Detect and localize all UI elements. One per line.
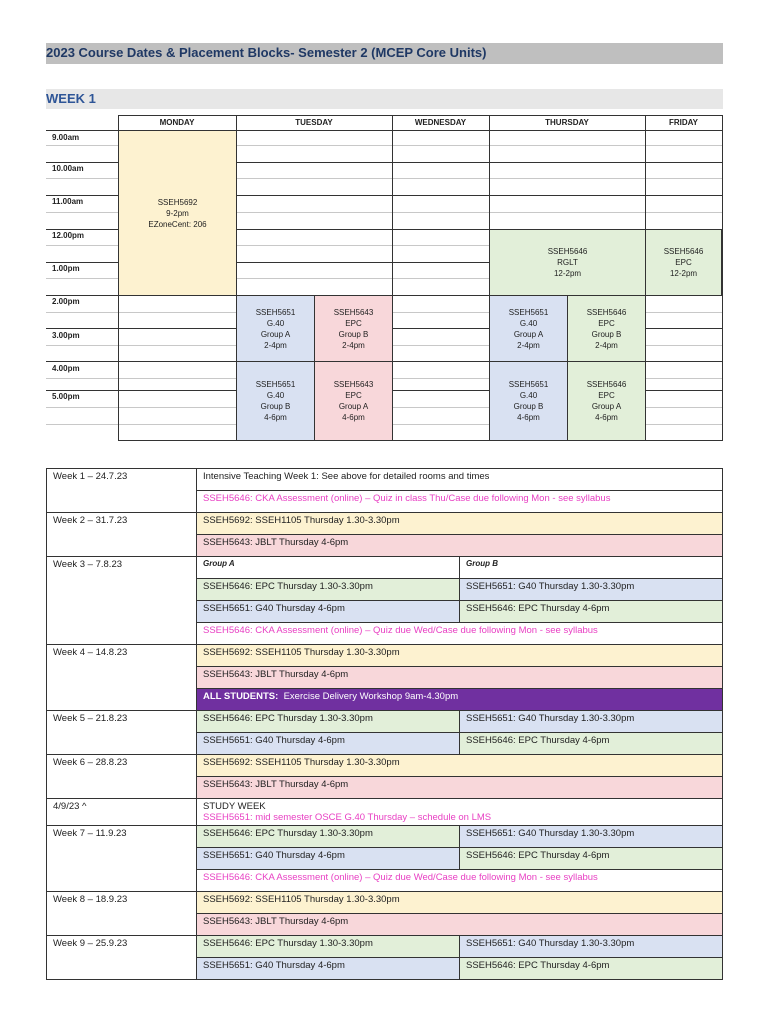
block-line: 12-2pm	[669, 269, 698, 278]
time-label: 1.00pm	[52, 264, 80, 273]
tuesday-block-b1	[314, 295, 393, 362]
block-line: 4-6pm	[342, 413, 365, 422]
time-label: 12.00pm	[52, 231, 85, 240]
week-label: Week 3 – 7.8.23	[47, 557, 197, 645]
friday-noon-block	[645, 229, 722, 296]
tuesday-block-a2	[236, 361, 315, 441]
schedule-cell: SSEH5651: G40 Thursday 4-6pm	[197, 958, 460, 980]
block-line: Group B	[591, 329, 622, 339]
block-line: SSEH5643	[333, 380, 374, 389]
block-line: G.40	[519, 391, 538, 400]
block-line: SSEH5646	[547, 247, 588, 256]
study-week-note: SSEH5651: mid semester OSCE G.40 Thursday – schedule on LMS	[203, 812, 492, 823]
day-header-monday: MONDAY	[159, 118, 195, 127]
table-row	[47, 469, 723, 491]
block-line: EPC	[345, 318, 362, 328]
block-line: 2-4pm	[517, 340, 540, 350]
time-label: 10.00am	[52, 164, 84, 173]
table-row	[47, 711, 723, 733]
schedule-cell: SSEH5646: EPC Thursday 4-6pm	[460, 733, 723, 755]
page-title: 2023 Course Dates & Placement Blocks- Semester 2 (MCEP Core Units)	[46, 45, 487, 60]
schedule-cell: SSEH5651: G40 Thursday 1.30-3.30pm	[460, 826, 723, 848]
table-row	[47, 826, 723, 848]
schedule-cell: SSEH5651: G40 Thursday 4-6pm	[197, 733, 460, 755]
time-label: 4.00pm	[52, 364, 80, 373]
week-heading-bar	[46, 89, 723, 109]
monday-block	[118, 130, 237, 296]
week-heading: WEEK 1	[46, 91, 96, 106]
block-line: 12-2pm	[553, 269, 582, 278]
schedule-cell: SSEH5646: EPC Thursday 1.30-3.30pm	[197, 711, 460, 733]
week-label: Week 8 – 18.9.23	[47, 892, 197, 936]
thursday-block-a2	[489, 361, 568, 441]
block-line: SSEH5646	[663, 247, 704, 256]
tuesday-block-a1	[236, 295, 315, 362]
schedule-cell: SSEH5646: CKA Assessment (online) – Quiz in class Thu/Case due following Mon - see syllabus	[197, 491, 723, 513]
block-line: SSEH5651	[255, 380, 296, 389]
schedule-cell: SSEH5692: SSEH1105 Thursday 1.30-3.30pm	[197, 755, 723, 777]
schedule-cell: SSEH5646: EPC Thursday 1.30-3.30pm	[197, 826, 460, 848]
block-line: Group A	[513, 329, 544, 339]
block-line: G.40	[266, 318, 285, 328]
week-label: Week 6 – 28.8.23	[47, 755, 197, 799]
time-label: 3.00pm	[52, 331, 80, 340]
day-header-wednesday: WEDNESDAY	[414, 118, 467, 127]
semester-schedule-table	[46, 468, 723, 980]
block-line: SSEH5651	[255, 307, 296, 317]
schedule-cell: SSEH5646: CKA Assessment (online) – Quiz due Wed/Case due following Mon - see syllabus	[197, 623, 723, 645]
group-a-header: Group A	[197, 557, 460, 579]
study-week-title: STUDY WEEK	[203, 801, 266, 812]
week-label: Week 1 – 24.7.23	[47, 469, 197, 513]
title-bar	[46, 43, 723, 64]
week-label: Week 9 – 25.9.23	[47, 936, 197, 980]
block-line: 9-2pm	[166, 208, 189, 218]
schedule-cell: SSEH5651: G40 Thursday 4-6pm	[197, 848, 460, 870]
schedule-cell: SSEH5651: G40 Thursday 1.30-3.30pm	[460, 711, 723, 733]
block-line: EPC	[675, 258, 692, 267]
week-label: Week 4 – 14.8.23	[47, 645, 197, 711]
week-label: Week 7 – 11.9.23	[47, 826, 197, 892]
workshop-text: Exercise Delivery Workshop 9am-4.30pm	[283, 691, 459, 702]
block-line: 4-6pm	[595, 413, 618, 422]
group-b-header: Group B	[460, 557, 723, 579]
block-line: EPC	[598, 391, 615, 400]
schedule-cell: SSEH5692: SSEH1105 Thursday 1.30-3.30pm	[197, 645, 723, 667]
block-line: 2-4pm	[342, 340, 365, 350]
block-line: Group A	[260, 329, 291, 339]
block-line: EZoneCent: 206	[148, 219, 207, 229]
week-label: 4/9/23 ^	[47, 799, 197, 826]
time-label: 11.00am	[52, 197, 84, 206]
time-label: 9.00am	[52, 133, 80, 142]
block-line: RGLT	[557, 258, 578, 267]
block-line: SSEH5651	[508, 380, 549, 389]
block-line: Group A	[591, 402, 622, 411]
thursday-block-b1	[567, 295, 646, 362]
block-line: EPC	[345, 391, 362, 400]
week-label: Week 5 – 21.8.23	[47, 711, 197, 755]
day-header-tuesday: TUESDAY	[295, 118, 333, 127]
thursday-block-a1	[489, 295, 568, 362]
time-label: 2.00pm	[52, 297, 80, 306]
schedule-cell: SSEH5646: EPC Thursday 4-6pm	[460, 848, 723, 870]
block-line: 2-4pm	[595, 340, 618, 350]
study-week-cell	[197, 799, 723, 826]
schedule-cell: SSEH5646: EPC Thursday 4-6pm	[460, 601, 723, 623]
schedule-cell: SSEH5643: JBLT Thursday 4-6pm	[197, 914, 723, 936]
schedule-cell: SSEH5646: EPC Thursday 1.30-3.30pm	[197, 936, 460, 958]
thursday-block-b2	[567, 361, 646, 441]
schedule-cell: SSEH5646: EPC Thursday 1.30-3.30pm	[197, 579, 460, 601]
table-row	[47, 513, 723, 535]
block-line: G.40	[266, 391, 285, 400]
schedule-cell: SSEH5651: G40 Thursday 1.30-3.30pm	[460, 579, 723, 601]
block-line: 4-6pm	[264, 413, 287, 422]
schedule-cell: SSEH5643: JBLT Thursday 4-6pm	[197, 535, 723, 557]
block-line: G.40	[519, 318, 538, 328]
all-students-label: ALL STUDENTS:	[203, 691, 279, 702]
block-line: Group B	[260, 402, 291, 411]
block-line: SSEH5651	[508, 307, 549, 317]
tuesday-block-b2	[314, 361, 393, 441]
table-row	[47, 557, 723, 579]
block-line: SSEH5692	[157, 197, 198, 207]
schedule-cell: SSEH5651: G40 Thursday 1.30-3.30pm	[460, 936, 723, 958]
table-row	[47, 936, 723, 958]
schedule-cell: SSEH5646: EPC Thursday 4-6pm	[460, 958, 723, 980]
schedule-cell: SSEH5643: JBLT Thursday 4-6pm	[197, 667, 723, 689]
schedule-cell: SSEH5651: G40 Thursday 4-6pm	[197, 601, 460, 623]
block-line: SSEH5646	[586, 380, 627, 389]
block-line: EPC	[598, 318, 615, 328]
day-header-thursday: THURSDAY	[545, 118, 589, 127]
day-header-friday: FRIDAY	[668, 118, 699, 127]
grid-line	[722, 115, 723, 441]
block-line: SSEH5643	[333, 307, 374, 317]
table-row	[47, 755, 723, 777]
table-row	[47, 892, 723, 914]
schedule-cell: Intensive Teaching Week 1: See above for detailed rooms and times	[197, 469, 723, 491]
table-row	[47, 799, 723, 826]
block-line: 4-6pm	[517, 413, 540, 422]
all-students-cell	[197, 689, 723, 711]
thursday-noon-block	[489, 229, 646, 296]
week-label: Week 2 – 31.7.23	[47, 513, 197, 557]
block-line: Group B	[338, 329, 369, 339]
block-line: Group A	[338, 402, 369, 411]
schedule-cell: SSEH5692: SSEH1105 Thursday 1.30-3.30pm	[197, 892, 723, 914]
block-line: SSEH5646	[586, 307, 627, 317]
table-row	[47, 645, 723, 667]
block-line: 2-4pm	[264, 340, 287, 350]
block-line: Group B	[513, 402, 544, 411]
schedule-cell: SSEH5646: CKA Assessment (online) – Quiz due Wed/Case due following Mon - see syllabus	[197, 870, 723, 892]
time-label: 5.00pm	[52, 392, 80, 401]
schedule-cell: SSEH5692: SSEH1105 Thursday 1.30-3.30pm	[197, 513, 723, 535]
schedule-cell: SSEH5643: JBLT Thursday 4-6pm	[197, 777, 723, 799]
